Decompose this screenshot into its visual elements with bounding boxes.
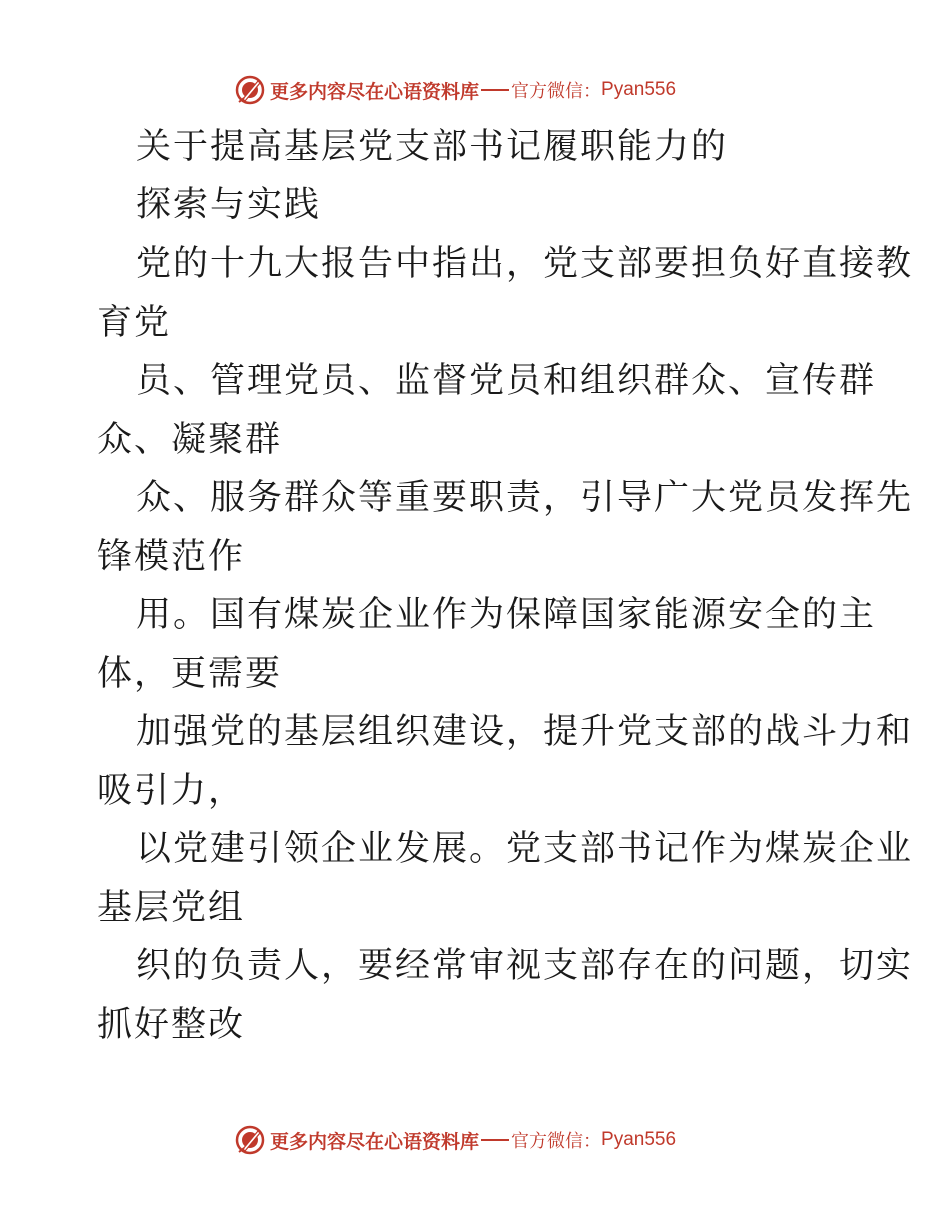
paragraph-line: 员、管理党员、监督党员和组织群众、宣传群 — [136, 361, 877, 401]
header-watermark — [0, 70, 950, 110]
quill-seal-icon — [234, 1124, 266, 1156]
footer-watermark — [0, 1120, 950, 1160]
watermark-dash — [481, 89, 509, 91]
paragraph-line: 吸引力， — [97, 771, 246, 811]
paragraph-line: 用。国有煤炭企业作为保障国家能源安全的主 — [136, 595, 877, 635]
quill-seal-icon — [234, 74, 266, 106]
watermark-main-text: 更多内容尽在心语资料库 — [270, 1130, 480, 1153]
paragraph-line: 加强党的基层组织建设，提升党支部的战斗力和 — [136, 712, 914, 752]
watermark-wechat-label: 官方微信： — [511, 81, 602, 102]
paragraph-line: 基层党组 — [97, 888, 246, 928]
watermark-wechat-id: Pyan556 — [601, 79, 677, 100]
title-line-2: 探索与实践 — [136, 185, 322, 225]
title-line-1: 关于提高基层党支部书记履职能力的 — [136, 127, 729, 167]
watermark-wechat-id: Pyan556 — [601, 1129, 677, 1150]
paragraph-line: 育党 — [97, 303, 172, 343]
watermark-wechat-label: 官方微信： — [511, 1131, 602, 1152]
paragraph-line: 众、服务群众等重要职责，引导广大党员发挥先 — [136, 478, 914, 518]
paragraph-line: 抓好整改 — [97, 1005, 246, 1045]
paragraph-line: 以党建引领企业发展。党支部书记作为煤炭企业 — [136, 829, 914, 869]
paragraph-line: 体，更需要 — [97, 654, 283, 694]
paragraph-line: 众、凝聚群 — [97, 420, 283, 460]
watermark-dash — [481, 1139, 509, 1141]
paragraph-line: 锋模范作 — [97, 537, 246, 577]
paragraph-line: 党的十九大报告中指出，党支部要担负好直接教 — [136, 244, 914, 284]
watermark-main-text: 更多内容尽在心语资料库 — [270, 80, 480, 103]
paragraph-line: 织的负责人，要经常审视支部存在的问题，切实 — [136, 946, 914, 986]
